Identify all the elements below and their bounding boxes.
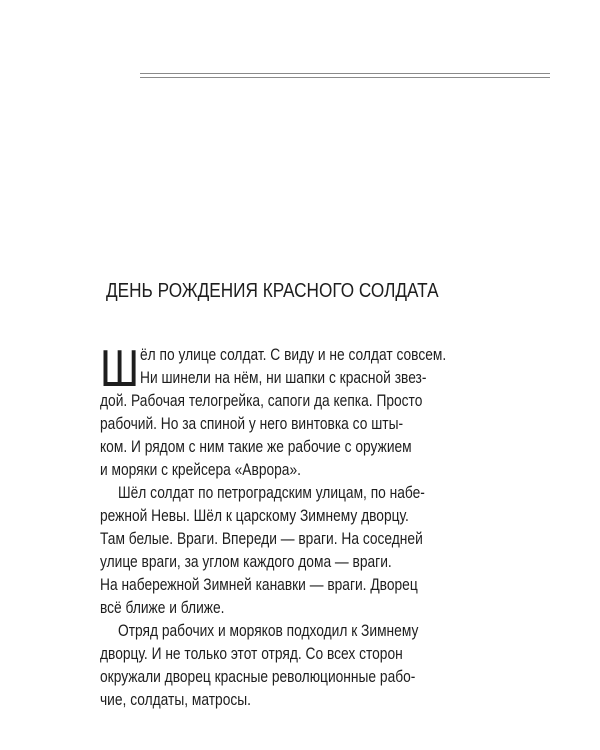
text-line: и моряки с крейсера «Аврора». xyxy=(100,461,301,479)
text-line: дой. Рабочая телогрейка, сапоги да кепка. Просто xyxy=(100,392,423,410)
text-line: чие, солдаты, матросы. xyxy=(100,691,251,709)
top-rule-upper xyxy=(140,73,550,74)
text-line: Ни шинели на нём, ни шапки с красной звез- xyxy=(140,369,427,387)
text-line: На набережной Зимней канавки — враги. Дворец xyxy=(100,576,418,594)
text-line: режной Невы. Шёл к царскому Зимнему дворцу. xyxy=(100,507,409,525)
text-line: дворцу. И не только этот отряд. Со всех сторон xyxy=(100,645,403,663)
text-line: Отряд рабочих и моряков подходил к Зимнему xyxy=(118,622,419,640)
text-line: Шёл солдат по петроградским улицам, по набе- xyxy=(118,484,425,502)
text-line: окружали дворец красные революционные рабо- xyxy=(100,668,416,686)
text-line: ком. И рядом с ним такие же рабочие с оружием xyxy=(100,438,412,456)
text-line: рабочий. Но за спиной у него винтовка со шты- xyxy=(100,415,404,433)
text-line: всё ближе и ближе. xyxy=(100,599,225,617)
chapter-title: ДЕНЬ РОЖДЕНИЯ КРАСНОГО СОЛДАТА xyxy=(106,280,439,302)
text-line: Там белые. Враги. Впереди — враги. На соседней xyxy=(100,530,423,548)
text-line: улице враги, за углом каждого дома — враги. xyxy=(100,553,392,571)
top-rule-lower xyxy=(140,77,550,78)
drop-cap: Ш xyxy=(100,340,140,398)
text-line: ёл по улице солдат. С виду и не солдат совсем. xyxy=(140,346,447,364)
